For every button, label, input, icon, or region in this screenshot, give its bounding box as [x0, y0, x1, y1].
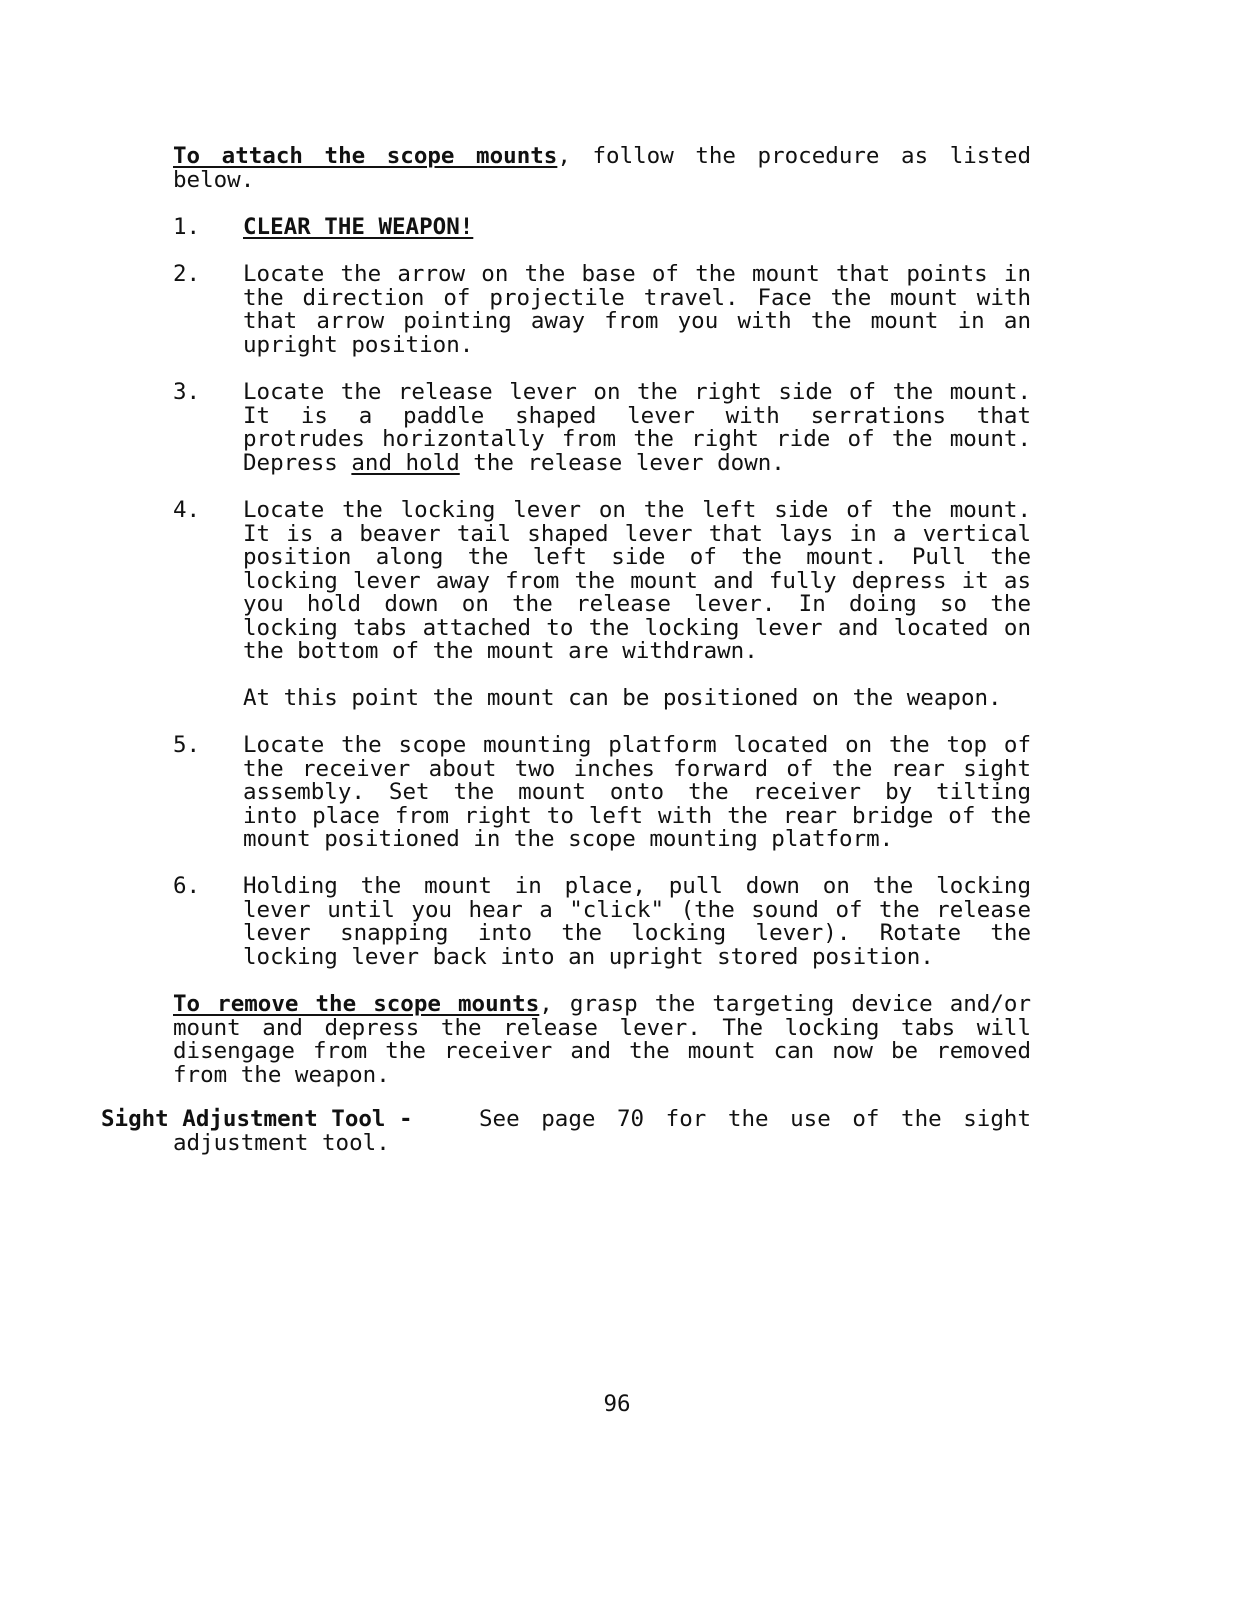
sight-tool-text-line2: adjustment tool.	[173, 1129, 390, 1156]
step-line: the receiver about two inches forward of the rear sight	[243, 755, 1031, 782]
step-note: At this point the mount can be positioned on the weapon.	[243, 685, 1002, 711]
remove-heading: To remove the scope mounts	[173, 991, 540, 1017]
step-line: locking lever back into an upright stored position.	[243, 943, 934, 970]
step-line: Locate the scope mounting platform located on the top of	[243, 732, 1031, 758]
sight-tool-label: Sight Adjustment Tool	[101, 1106, 386, 1132]
step-line: upright position.	[243, 331, 474, 358]
step-line: Locate the arrow on the base of the mount that points in	[243, 261, 1031, 287]
step-text	[243, 263, 1031, 357]
step-line: It is a paddle shaped lever with serrations that	[243, 402, 1031, 429]
step-line: protrudes horizontally from the right ride of the mount.	[243, 426, 1031, 452]
page-number: 96	[603, 1391, 631, 1417]
remove-line: mount and depress the release lever. The locking tabs will	[173, 1014, 1031, 1041]
step-line: the bottom of the mount are withdrawn.	[243, 638, 758, 664]
step-line: position along the left side of the mount. Pull the	[243, 544, 1031, 570]
intro-text-line2: below.	[173, 166, 255, 193]
step-line-part: Depress	[243, 449, 352, 476]
step-number: 4.	[173, 497, 201, 523]
step-line: lever until you hear a "click" (the sound of the release	[243, 896, 1031, 923]
step-text	[243, 875, 1031, 969]
remove-text: , grasp the targeting device and/or	[539, 991, 1031, 1017]
step-line: the direction of projectile travel. Face the mount with	[243, 284, 1031, 311]
sight-adjustment-paragraph	[101, 1108, 1031, 1155]
step-line: locking lever away from the mount and fully depress it as	[243, 567, 1031, 594]
attach-heading: To attach the scope mounts	[173, 143, 558, 169]
remove-line: from the weapon.	[173, 1061, 390, 1088]
step-text	[243, 499, 1031, 664]
intro-paragraph	[173, 145, 1031, 192]
step-line-part: the release lever down.	[459, 449, 785, 476]
step-text	[243, 734, 1031, 852]
step-line: into place from right to left with the rear bridge of the	[243, 802, 1031, 829]
step-line: Locate the release lever on the right side of the mount.	[243, 379, 1031, 405]
step-text	[243, 381, 1031, 475]
step-line: mount positioned in the scope mounting platform.	[243, 826, 894, 852]
sight-tool-text: See page 70 for the use of the sight	[479, 1106, 1031, 1132]
step-line: Locate the locking lever on the left side of the mount.	[243, 497, 1031, 523]
step-number: 3.	[173, 379, 201, 405]
step-number: 1.	[173, 214, 201, 240]
step-line	[243, 449, 1031, 476]
intro-text: , follow the procedure as listed	[557, 143, 1031, 169]
step-number: 5.	[173, 732, 201, 758]
step-line: lever snapping into the locking lever). Rotate the	[243, 920, 1031, 946]
and-hold-emphasis: and hold	[351, 449, 460, 476]
step-line: locking tabs attached to the locking lever and located on	[243, 614, 1031, 641]
step-number: 2.	[173, 261, 201, 287]
remove-paragraph	[173, 993, 1031, 1087]
step-line: you hold down on the release lever. In doing so the	[243, 591, 1031, 617]
clear-weapon-heading: CLEAR THE WEAPON!	[243, 214, 474, 240]
step-line: assembly. Set the mount onto the receiver by tilting	[243, 779, 1031, 805]
step-line: that arrow pointing away from you with the mount in an	[243, 308, 1031, 334]
step-line: It is a beaver tail shaped lever that lays in a vertical	[243, 520, 1031, 547]
sight-tool-dash: -	[385, 1106, 413, 1132]
step-number: 6.	[173, 873, 201, 899]
step-line: Holding the mount in place, pull down on the locking	[243, 873, 1031, 899]
remove-line: disengage from the receiver and the mount can now be removed	[173, 1038, 1031, 1064]
